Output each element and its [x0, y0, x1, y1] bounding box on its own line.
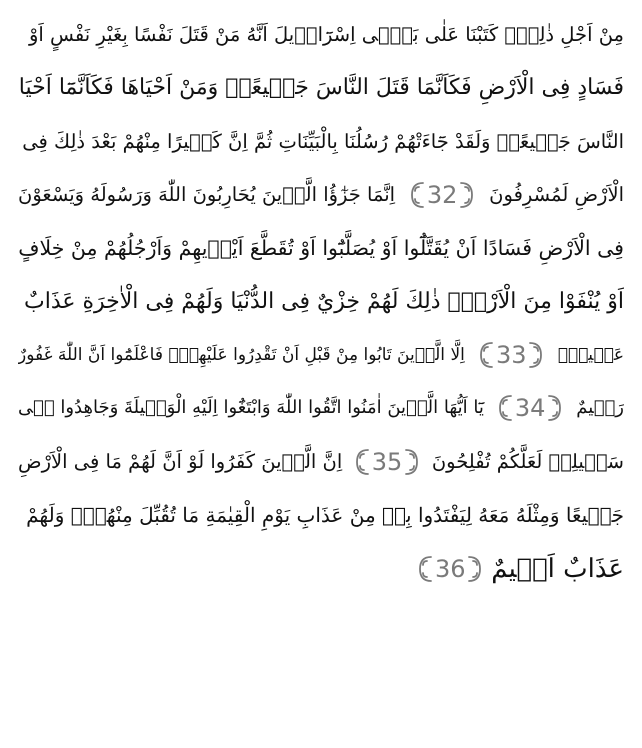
ayah-end-marker — [352, 445, 422, 479]
verse-text-segment: فَسَادٍ فِى الْاَرْضِ فَكَاَنَّمَا قَتَلَ النَّاسَ جَمٖيعًاۜ وَمَنْ اَحْيَاهَا فَكَاَنَّمَٓا اَحْيَا — [18, 75, 624, 101]
verse-text-segment: جَمٖيعًا وَمِثْلَهُ مَعَهُ لِيَفْتَدُوا بِهٖ مِنْ عَذَابِ يَوْمِ الْقِيٰمَةِ مَا تُقُبِّلَ مِنْهُمْۚ وَلَهُمْ — [26, 503, 624, 528]
verse-line — [18, 61, 624, 114]
verse-text-segment: النَّاسَ جَمٖيعًاۜ وَلَقَدْ جَٓاءَتْهُمْ رُسُلُنَا بِالْبَيِّنَاتِ ثُمَّ اِنَّ كَثٖيرًا مِنْهُمْ بَعْدَ ذٰلِكَ فِى — [22, 129, 624, 153]
verse-line — [18, 328, 624, 381]
ayah-number: 36 — [435, 554, 466, 583]
verse-line — [18, 8, 624, 61]
verse-line — [18, 489, 624, 542]
verse-line — [18, 435, 624, 488]
verse-text-segment: عَذَابٌ اَلٖيمٌ — [491, 553, 624, 584]
ayah-end-marker — [407, 178, 477, 212]
ayah-end-marker — [476, 338, 546, 372]
verse-text-segment: فِى الْاَرْضِ فَسَادًا اَنْ يُقَتَّلُٓوا اَوْ يُصَلَّبُٓوا اَوْ تُقَطَّعَ اَيْدٖيهِمْ وَاَرْجُلُهُمْ مِنْ خِلَافٍ — [18, 236, 624, 260]
ayah-number: 33 — [496, 341, 527, 370]
verse-text-segment: اِلَّا الَّذٖينَ تَابُوا مِنْ قَبْلِ اَنْ تَقْدِرُوا عَلَيْهِمْۚ فَاعْلَمُٓوا اَنَّ اللّٰهَ غَفُورٌ — [18, 344, 465, 365]
verse-line — [18, 542, 624, 595]
ayah-number: 35 — [371, 447, 403, 476]
verse-text-segment: الْاَرْضِ لَمُسْرِفُونَ — [489, 183, 624, 207]
ayah-end-marker — [495, 391, 565, 425]
ayah-end-marker — [415, 552, 485, 586]
verse-text-segment: اَوْ يُنْفَوْا مِنَ الْاَرْضِۜ ذٰلِكَ لَهُمْ خِزْيٌ فِى الدُّنْيَا وَلَهُمْ فِى الْاٰخِرَةِ عَذَابٌ — [24, 288, 624, 314]
verse-text-segment: مِنْ اَجْلِ ذٰلِكَۚ كَتَبْنَا عَلٰى بَنٖٓى اِسْرَٓاءٖيلَ اَنَّهُ مَنْ قَتَلَ نَفْسًا بِغَيْرِ نَفْسٍ اَوْ — [28, 22, 624, 46]
verse-text-segment: عَظٖيمٌۙ — [557, 344, 624, 365]
verse-line — [18, 168, 624, 221]
ayah-number: 34 — [514, 394, 546, 423]
verse-text-segment: سَبٖيلِهٖ لَعَلَّكُمْ تُفْلِحُونَ — [431, 450, 624, 474]
ayah-number: 32 — [426, 180, 458, 209]
verse-text-segment: يَٓا اَيُّهَا الَّذٖينَ اٰمَنُوا اتَّقُوا اللّٰهَ وَابْتَغُٓوا اِلَيْهِ الْوَسٖيلَةَ وَجَاهِدُوا فٖى — [18, 397, 484, 419]
verse-text-segment: رَحٖيمٌ — [576, 397, 624, 419]
verse-line — [18, 222, 624, 275]
verse-line — [18, 275, 624, 328]
verse-line — [18, 115, 624, 168]
verse-text-segment: اِنَّ الَّذٖينَ كَفَرُوا لَوْ اَنَّ لَهُمْ مَا فِى الْاَرْضِ — [18, 450, 343, 474]
verse-text-block — [18, 8, 624, 595]
verse-line — [18, 382, 624, 435]
verse-text-segment: اِنَّمَا جَزٰٓؤُا الَّذٖينَ يُحَارِبُونَ اللّٰهَ وَرَسُولَهُ وَيَسْعَوْنَ — [18, 183, 396, 207]
